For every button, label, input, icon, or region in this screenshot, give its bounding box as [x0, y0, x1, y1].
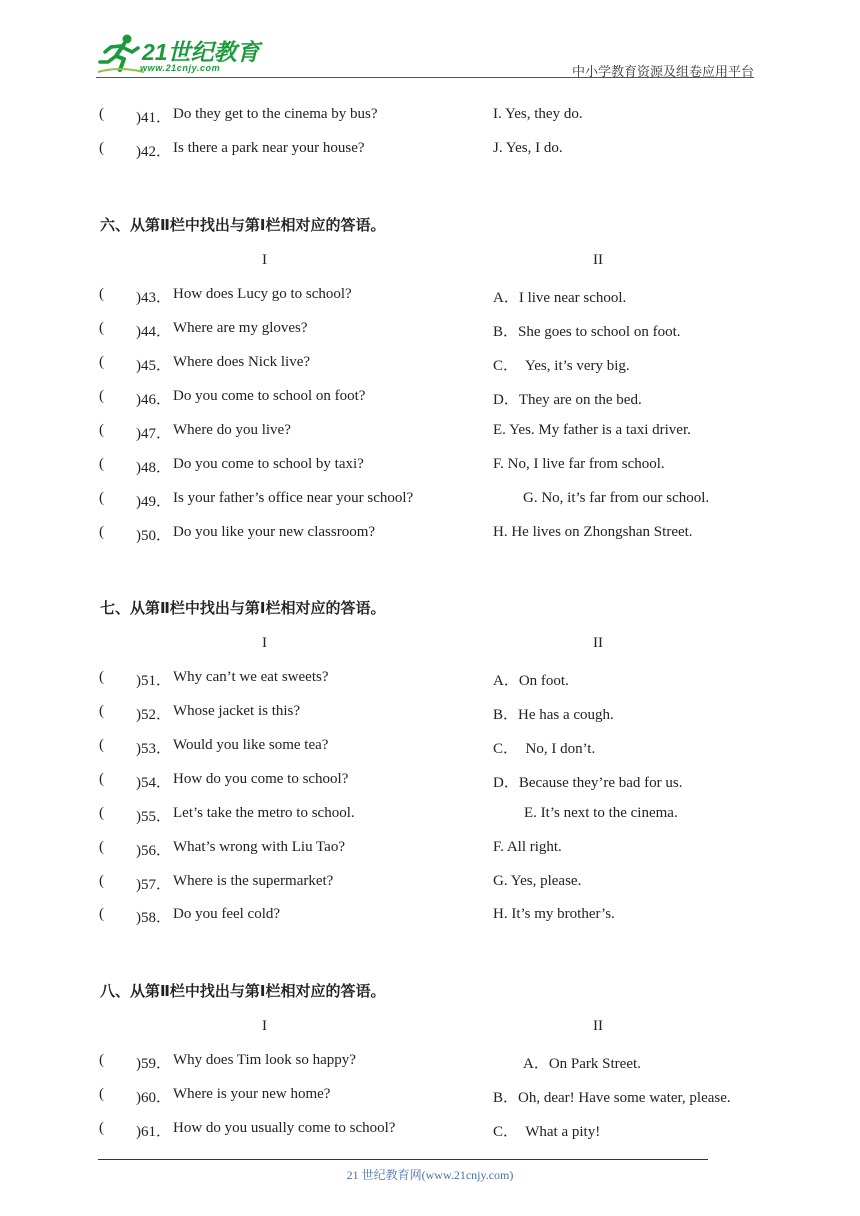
answer-blank-open[interactable]: ( [99, 490, 104, 506]
question-text: Why does Tim look so happy? [173, 1052, 356, 1068]
answer-blank-open[interactable]: ( [99, 1052, 104, 1068]
logo-brand: 21世纪教育 [142, 39, 260, 65]
question-number: )48． [136, 460, 171, 476]
question-text: Is there a park near your house? [173, 140, 365, 156]
question-text: Where are my gloves? [173, 320, 308, 336]
logo [96, 32, 266, 78]
question-row [0, 456, 860, 478]
question-text: Is your father’s office near your school? [173, 490, 414, 506]
answer-option: A．On foot. [493, 673, 569, 689]
question-text: Do you come to school on foot? [173, 388, 366, 404]
answer-option: B．Oh, dear! Have some water, please. [493, 1090, 731, 1106]
answer-blank-open[interactable]: ( [99, 354, 104, 370]
question-text: Do you feel cold? [173, 906, 281, 922]
question-row [0, 839, 860, 861]
question-number: )43． [136, 290, 171, 306]
column-heading-ii: II [593, 635, 603, 651]
column-heading-i: I [262, 1018, 267, 1034]
answer-option: F. No, I live far from school. [493, 456, 665, 472]
question-text: How do you usually come to school? [173, 1120, 396, 1136]
answer-option: F. All right. [493, 839, 562, 855]
question-row [0, 422, 860, 444]
answer-option: B．She goes to school on foot. [493, 324, 681, 340]
question-text: Where is your new home? [173, 1086, 331, 1102]
question-text: Where is the supermarket? [173, 873, 334, 889]
question-text: What’s wrong with Liu Tao? [173, 839, 345, 855]
answer-blank-open[interactable]: ( [99, 1120, 104, 1136]
question-number: )59． [136, 1056, 171, 1072]
question-number: )44． [136, 324, 171, 340]
question-text: Why can’t we eat sweets? [173, 669, 329, 685]
question-text: Where does Nick live? [173, 354, 311, 370]
answer-blank-open[interactable]: ( [99, 669, 104, 685]
question-number: )58． [136, 910, 171, 926]
answer-blank-open[interactable]: ( [99, 524, 104, 540]
question-text: Do you come to school by taxi? [173, 456, 364, 472]
question-row [0, 354, 860, 376]
question-row [0, 1086, 860, 1108]
question-number: )42． [136, 144, 171, 160]
question-text: How does Lucy go to school? [173, 286, 352, 302]
question-number: )47． [136, 426, 171, 442]
page-header [0, 0, 860, 90]
question-text: Do they get to the cinema by bus? [173, 106, 378, 122]
answer-option: C． No, I don’t. [493, 741, 596, 757]
question-number: )41． [136, 110, 171, 126]
question-number: )57． [136, 877, 171, 893]
page-footer[interactable]: 21 世纪教育网(www.21cnjy.com) [346, 1168, 514, 1182]
answer-option: C． What a pity! [493, 1124, 601, 1140]
section-title: 八、从第Ⅱ栏中找出与第Ⅰ栏相对应的答语。 [100, 982, 386, 1000]
question-text: How do you come to school? [173, 771, 349, 787]
answer-option: D．Because they’re bad for us. [493, 775, 683, 791]
footer-divider [98, 1159, 708, 1160]
answer-option: I. Yes, they do. [493, 106, 583, 122]
answer-blank-open[interactable]: ( [99, 703, 104, 719]
question-row [0, 805, 860, 827]
question-row [0, 490, 860, 512]
section-title: 七、从第Ⅱ栏中找出与第Ⅰ栏相对应的答语。 [100, 599, 386, 617]
answer-option: H. It’s my brother’s. [493, 906, 615, 922]
question-row [0, 388, 860, 410]
answer-option: A．I live near school. [493, 290, 627, 306]
question-text: Where do you live? [173, 422, 291, 438]
question-text: Do you like your new classroom? [173, 524, 376, 540]
question-row [0, 320, 860, 342]
answer-blank-open[interactable]: ( [99, 320, 104, 336]
answer-blank-open[interactable]: ( [99, 1086, 104, 1102]
question-row [0, 1052, 860, 1074]
column-heading-i: I [262, 635, 267, 651]
answer-option: A．On Park Street. [523, 1056, 641, 1072]
answer-option: J. Yes, I do. [493, 140, 563, 156]
answer-blank-open[interactable]: ( [99, 805, 104, 821]
answer-option: G. Yes, please. [493, 873, 582, 889]
answer-option: C． Yes, it’s very big. [493, 358, 630, 374]
question-row [0, 906, 860, 928]
column-heading-ii: II [593, 252, 603, 268]
question-row [0, 737, 860, 759]
question-number: )55． [136, 809, 171, 825]
section-title: 六、从第Ⅱ栏中找出与第Ⅰ栏相对应的答语。 [100, 216, 386, 234]
answer-option: D．They are on the bed. [493, 392, 642, 408]
answer-blank-open[interactable]: ( [99, 456, 104, 472]
column-heading-i: I [262, 252, 267, 268]
question-row [0, 771, 860, 793]
question-text: Let’s take the metro to school. [173, 805, 355, 821]
logo-url: www.21cnjy.com [140, 63, 221, 73]
answer-blank-open[interactable]: ( [99, 873, 104, 889]
question-number: )53． [136, 741, 171, 757]
answer-option: H. He lives on Zhongshan Street. [493, 524, 693, 540]
question-number: )56． [136, 843, 171, 859]
question-row [0, 286, 860, 308]
question-row [0, 524, 860, 546]
answer-blank-open[interactable]: ( [99, 771, 104, 787]
answer-blank-open[interactable]: ( [99, 286, 104, 302]
question-number: )52． [136, 707, 171, 723]
answer-option: E. Yes. My father is a taxi driver. [493, 422, 691, 438]
question-text: Would you like some tea? [173, 737, 329, 753]
question-row [0, 669, 860, 691]
answer-blank-open[interactable]: ( [99, 106, 104, 122]
answer-blank-open[interactable]: ( [99, 906, 104, 922]
question-row [0, 703, 860, 725]
question-number: )50． [136, 528, 171, 544]
question-row [0, 1120, 860, 1142]
answer-option: G. No, it’s far from our school. [523, 490, 710, 506]
answer-blank-open[interactable]: ( [99, 422, 104, 438]
question-number: )51． [136, 673, 171, 689]
question-number: )45． [136, 358, 171, 374]
answer-option: B．He has a cough. [493, 707, 614, 723]
question-number: )46． [136, 392, 171, 408]
question-number: )49． [136, 494, 171, 510]
question-row [0, 140, 860, 162]
answer-option: E. It’s next to the cinema. [524, 805, 678, 821]
answer-blank-open[interactable]: ( [99, 737, 104, 753]
column-heading-ii: II [593, 1018, 603, 1034]
answer-blank-open[interactable]: ( [99, 839, 104, 855]
running-man-icon [96, 32, 146, 78]
question-number: )60． [136, 1090, 171, 1106]
question-number: )54． [136, 775, 171, 791]
platform-name: 中小学教育资源及组卷应用平台 [571, 65, 754, 80]
question-row [0, 873, 860, 895]
question-row [0, 106, 860, 128]
answer-blank-open[interactable]: ( [99, 388, 104, 404]
question-text: Whose jacket is this? [173, 703, 301, 719]
question-number: )61． [136, 1124, 171, 1140]
header-divider [96, 77, 754, 78]
answer-blank-open[interactable]: ( [99, 140, 104, 156]
